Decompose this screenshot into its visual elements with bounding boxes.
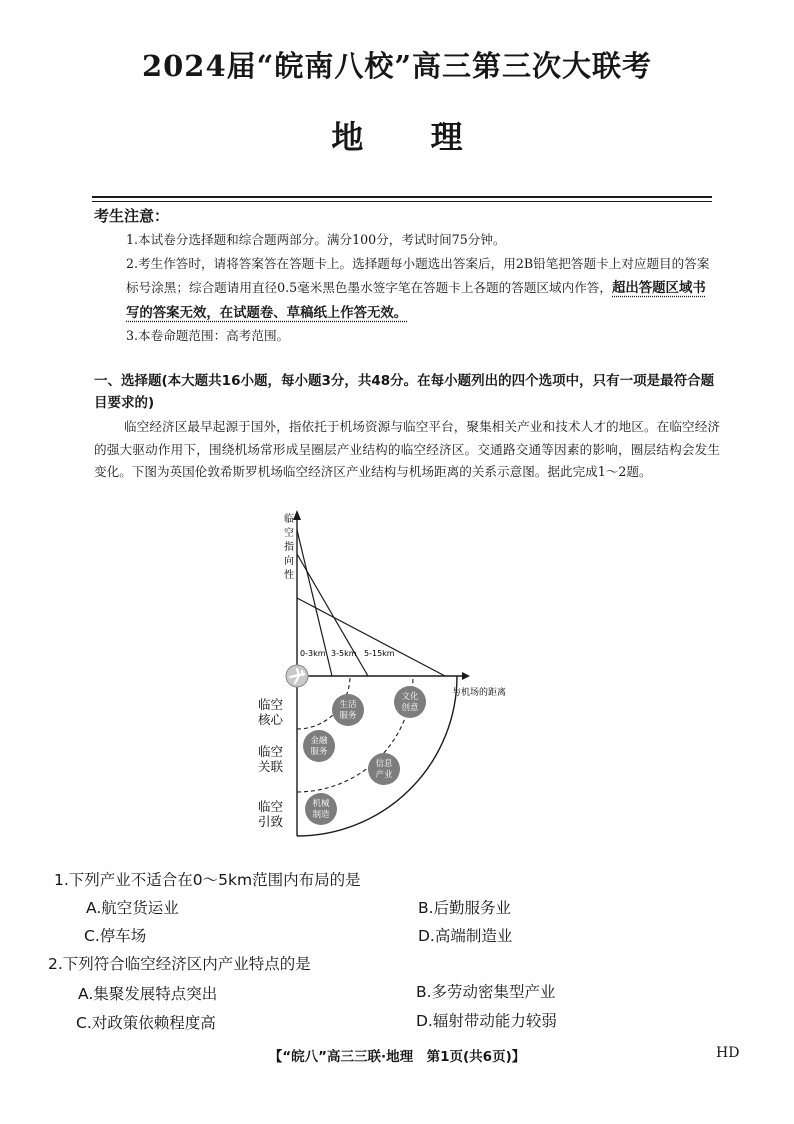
question-1-option-a: A.航空货运业 xyxy=(86,899,179,917)
y-axis-label-3: 指 xyxy=(284,542,294,553)
notice-heading: 考生注意： xyxy=(94,207,170,225)
question-1-stem: 1.下列产业不适合在0～5km范围内布局的是 xyxy=(54,871,361,889)
industry-life-service-2: 服务 xyxy=(339,711,357,721)
section-intro: 临空经济区最早起源于国外，指依托于机场资源与临空平台，聚集相关产业和技术人才的地区。在临空经济的强大驱动作用下，围绕机场常形成呈圈层产业结构的临空经济区。交通路交通等因素的影响，圈层结构会发生变化。下图为英国伦敦希斯罗机场临空经济区产业结构与机场距离的关系示意图。据此完成1～2题。 xyxy=(94,419,720,479)
x-axis-label: 与机场的距离 xyxy=(452,688,507,698)
industry-machinery-2: 制造 xyxy=(312,810,330,820)
question-2-option-b: B.多劳动密集型产业 xyxy=(416,983,556,1001)
industry-culture-creative xyxy=(394,686,426,718)
x-axis-arrow xyxy=(462,672,470,680)
zone-label-related-1: 临空 xyxy=(258,744,284,759)
y-axis-arrow xyxy=(293,510,301,520)
zone-label-related-2: 关联 xyxy=(258,759,284,774)
industry-information xyxy=(368,753,400,785)
zone-label-core-1: 临空 xyxy=(258,697,284,712)
industry-finance-service xyxy=(303,730,335,762)
range-label-5-15km: 5-15km xyxy=(364,649,395,658)
question-2-option-c: C.对政策依赖程度高 xyxy=(76,1014,216,1032)
industry-finance-service-1: 金融 xyxy=(310,736,328,746)
notice-item-3: 3.本卷命题范围：高考范围。 xyxy=(126,328,290,343)
industry-culture-creative-1: 文化 xyxy=(401,692,419,702)
divider-thin xyxy=(92,201,712,202)
y-axis-label-2: 空 xyxy=(284,528,294,539)
divider-thick xyxy=(92,196,712,198)
industry-information-2: 产业 xyxy=(375,770,393,780)
notice-item-2-emphasis: 超出答题区域书写的答案无效，在试题卷、草稿纸上作答无效。 xyxy=(126,281,706,321)
industry-life-service-1: 生活 xyxy=(339,700,357,710)
industry-life-service xyxy=(332,694,364,726)
notice-item-1: 1.本试卷分选择题和综合题两部分。满分100分，考试时间75分钟。 xyxy=(126,232,506,247)
range-label-3-5km: 3-5km xyxy=(331,649,357,658)
question-1-option-b: B.后勤服务业 xyxy=(418,899,512,917)
exam-title: 2024届“皖南八校”高三第三次大联考 xyxy=(141,49,653,83)
industry-machinery-1: 机械 xyxy=(312,799,330,809)
y-axis-label-5: 性 xyxy=(284,570,294,581)
question-2-option-a: A.集聚发展特点突出 xyxy=(78,985,218,1003)
industry-information-1: 信息 xyxy=(375,759,393,769)
y-axis-label-1: 临 xyxy=(284,514,294,525)
question-1-option-c: C.停车场 xyxy=(84,927,147,945)
question-2-stem: 2.下列符合临空经济区内产业特点的是 xyxy=(48,955,311,973)
y-axis-label-4: 向 xyxy=(284,556,294,567)
zone-label-core-2: 核心 xyxy=(258,712,284,727)
industry-culture-creative-2: 创意 xyxy=(401,703,419,713)
notice-item-2-text: 2.考生作答时，请将答案答在答题卡上。选择题每小题选出答案后，用2B铅笔把答题卡上对应题目的答案标号涂黑；综合题请用直径0.5毫米黑色墨水签字笔在答题卡上各题的答题区域内作答， xyxy=(126,256,710,295)
section-heading: 一、选择题(本大题共16小题，每小题3分，共48分。在每小题列出的四个选项中，只有一项是最符合题目要求的) xyxy=(94,373,715,411)
question-2-option-d: D.辐射带动能力较弱 xyxy=(416,1012,557,1030)
industry-finance-service-2: 服务 xyxy=(310,747,328,757)
paper-code: HD xyxy=(716,1045,740,1061)
page-footer: 【“皖八”高三三联·地理 第1页(共6页)】 xyxy=(268,1049,526,1065)
zone-label-induced-1: 临空 xyxy=(258,799,284,814)
zone-label-induced-2: 引致 xyxy=(258,814,284,829)
curve-5-15km xyxy=(297,598,445,676)
industry-machinery xyxy=(305,793,337,825)
airport-economy-diagram xyxy=(240,506,507,868)
question-1-option-d: D.高端制造业 xyxy=(418,927,513,945)
notice-item-2 xyxy=(126,252,716,326)
exam-subject: 地 理 xyxy=(331,118,491,156)
range-label-0-3km: 0-3km xyxy=(300,649,326,658)
